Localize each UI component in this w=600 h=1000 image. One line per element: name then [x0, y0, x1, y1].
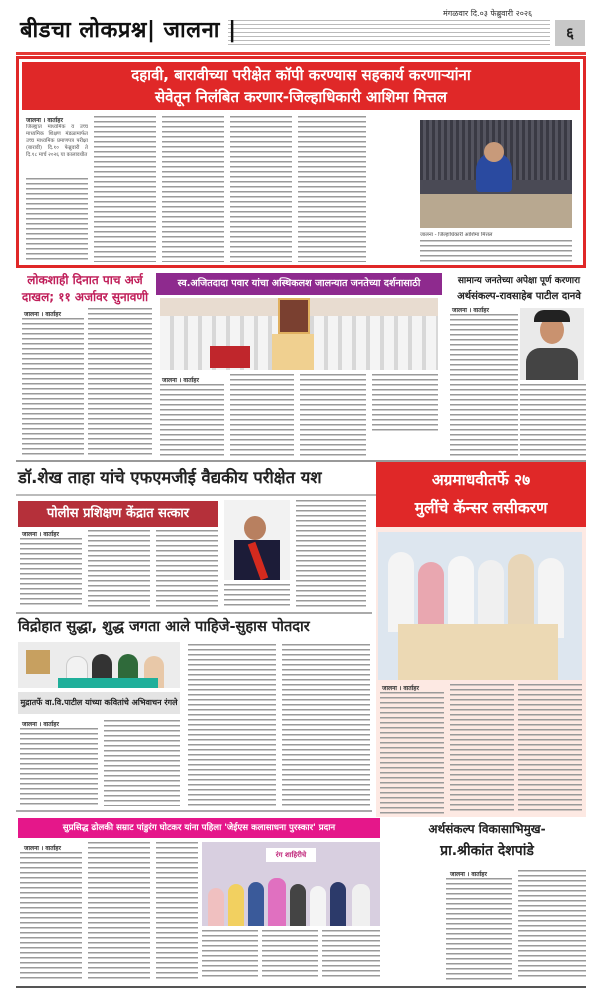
- shaikh-body-col1: [20, 538, 82, 608]
- danve-headline-line1: सामान्य जनतेच्या अपेक्षा पूर्ण करणारा: [457, 276, 581, 286]
- danve-headline-line2: अर्थसंकल्प-रावसाहेब पाटील दानवे: [457, 291, 581, 302]
- shaikh-photo-caption: [224, 584, 290, 608]
- collector-photo-caption: जालना - जिल्हाधिकारी आशिमा मित्तल: [420, 232, 493, 238]
- suhas-headline: विद्रोहात सुद्धा, शुद्ध जगता आले पाहिजे-सुहास पोतदार: [18, 618, 310, 635]
- dholki-byline: जालना । वार्ताहर: [24, 845, 61, 852]
- danve-body-col2: [520, 384, 586, 456]
- lokshahi-headline-line2: दाखल; ११ अर्जावर सुनावणी: [21, 290, 149, 304]
- ajitdada-photo: [160, 298, 438, 370]
- lead-headline-line2: सेवेतून निलंबित करणार-जिल्हाधिकारी आशिमा मित्तल: [155, 88, 447, 106]
- agrasen-byline: जालना । वार्ताहर: [382, 685, 419, 692]
- lead-headline: [22, 62, 580, 110]
- lokshahi-body-col1: [22, 318, 84, 458]
- agrasen-body-col1: [380, 692, 444, 814]
- danve-body-col1: [450, 314, 518, 456]
- deshpande-body-col1: [446, 878, 512, 980]
- lead-body-col2: [94, 116, 156, 262]
- lead-body-col1: [26, 178, 88, 262]
- suhas-body-col1: [20, 728, 98, 806]
- dholki-body-col3: [156, 842, 198, 980]
- lead-caption-lines: [420, 240, 572, 262]
- ajitdada-body-col1: [160, 384, 224, 458]
- ajitdada-body-col4: [372, 374, 438, 434]
- issue-date: मंगळवार दि.०३ फेब्रुवारी २०२६: [440, 8, 535, 19]
- agrasen-body-col2: [450, 684, 514, 814]
- lokshahi-headline: [18, 272, 152, 306]
- shaikh-subhead: पोलीस प्रशिक्षण केंद्रात सत्कार: [18, 501, 218, 527]
- lead-body-excerpt: जिल्ह्यात माध्यमिक व उच्च माध्यमिक शिक्षण मंडळामार्फत उच्च माध्यमिक प्रमाणपत्र परीक्षा (बारावी) दि.१० फेब्रुवारी ते दि.१८ मार्च २०२६ या कालावधीत: [26, 124, 88, 158]
- agrasen-headline-line2: मुलींचे कॅन्सर लसीकरण: [414, 499, 548, 517]
- deshpande-body-col2: [518, 870, 586, 980]
- masthead-red-rule: [16, 52, 586, 55]
- section-divider-3: [16, 810, 372, 812]
- ajitdada-body-col2: [230, 374, 294, 458]
- deshpande-headline-line1: अर्थसंकल्प विकासाभिमुख-: [428, 822, 546, 836]
- deshpande-headline: [384, 818, 590, 862]
- dholki-body-col6: [322, 930, 380, 980]
- lead-body-col5: [298, 116, 366, 262]
- dholki-body-col4: [202, 930, 258, 980]
- shaikh-byline: जालना । वार्ताहर: [22, 531, 59, 538]
- agrasen-headline-line1: अग्रमाधवीतर्फे २७: [431, 471, 531, 489]
- shaikh-rule: [16, 494, 376, 496]
- collector-photo: [420, 120, 572, 228]
- lead-body-col4: [230, 116, 292, 262]
- suhas-body-col2: [104, 720, 180, 806]
- dholki-photo-banner: रंग शाहिरीचे: [266, 848, 316, 862]
- ajitdada-headline: स्व.अजितदादा पवार यांचा अस्थिकलश जालन्यात जनतेच्या दर्शनासाठी: [156, 273, 442, 295]
- ajitdada-byline: जालना । वार्ताहर: [162, 377, 199, 384]
- section-divider-2: [16, 612, 372, 614]
- lokshahi-byline: जालना । वार्ताहर: [24, 311, 61, 318]
- shaikh-graduate-photo: [224, 500, 290, 580]
- shaikh-body-col3: [156, 530, 218, 608]
- shaikh-body-col4: [296, 500, 366, 608]
- deshpande-headline-line2: प्रा.श्रीकांत देशपांडे: [440, 843, 534, 859]
- lokshahi-body-col2: [88, 308, 152, 458]
- lead-headline-line1: दहावी, बारावीच्या परीक्षेत कॉपी करण्यास सहकार्य करणाऱ्यांना: [131, 66, 471, 84]
- lead-byline: जालना । वार्ताहर: [26, 117, 63, 124]
- page-number: ६: [555, 20, 585, 46]
- deshpande-byline: जालना । वार्ताहर: [450, 871, 487, 878]
- suhas-byline: जालना । वार्ताहर: [22, 721, 59, 728]
- dholki-award-photo: [202, 842, 380, 926]
- lokshahi-headline-line1: लोकशाही दिनात पाच अर्ज: [27, 273, 143, 287]
- ajitdada-body-col3: [300, 374, 366, 458]
- dholki-headline: सुप्रसिद्ध ढोलकी सम्राट पांडुरंग घोटकर यांना पहिला 'जेईएस कलासाधना पुरस्कार' प्रदान: [18, 818, 380, 838]
- suhas-body-col3: [188, 644, 276, 806]
- agrasen-group-photo: [378, 532, 582, 680]
- dholki-body-col5: [262, 930, 318, 980]
- agrasen-body-col3: [518, 684, 582, 814]
- suhas-body-col4: [282, 644, 370, 806]
- lead-body-col3: [162, 116, 224, 262]
- agrasen-headline: [376, 462, 586, 527]
- masthead-rule-lines: [228, 20, 550, 46]
- suhas-event-photo: [18, 642, 180, 688]
- dholki-body-col2: [88, 842, 150, 980]
- danve-portrait: [520, 308, 584, 380]
- dholki-body-col1: [20, 852, 82, 980]
- shaikh-headline: डॉ.शेख ताहा यांचे एफएमजीई वैद्यकीय परीक्षेत यश: [18, 468, 322, 487]
- shaikh-body-col2: [88, 530, 150, 608]
- suhas-photo-headline: मुद्रातर्फे वा.वि.पाटील यांच्या कवितांचे अभिवाचन रंगले: [18, 692, 180, 714]
- danve-byline: जालना । वार्ताहर: [452, 307, 489, 314]
- page-bottom-rule: [16, 986, 586, 988]
- masthead-title: बीडचा लोकप्रश्न| जालना |: [20, 18, 237, 43]
- danve-headline: [446, 274, 592, 304]
